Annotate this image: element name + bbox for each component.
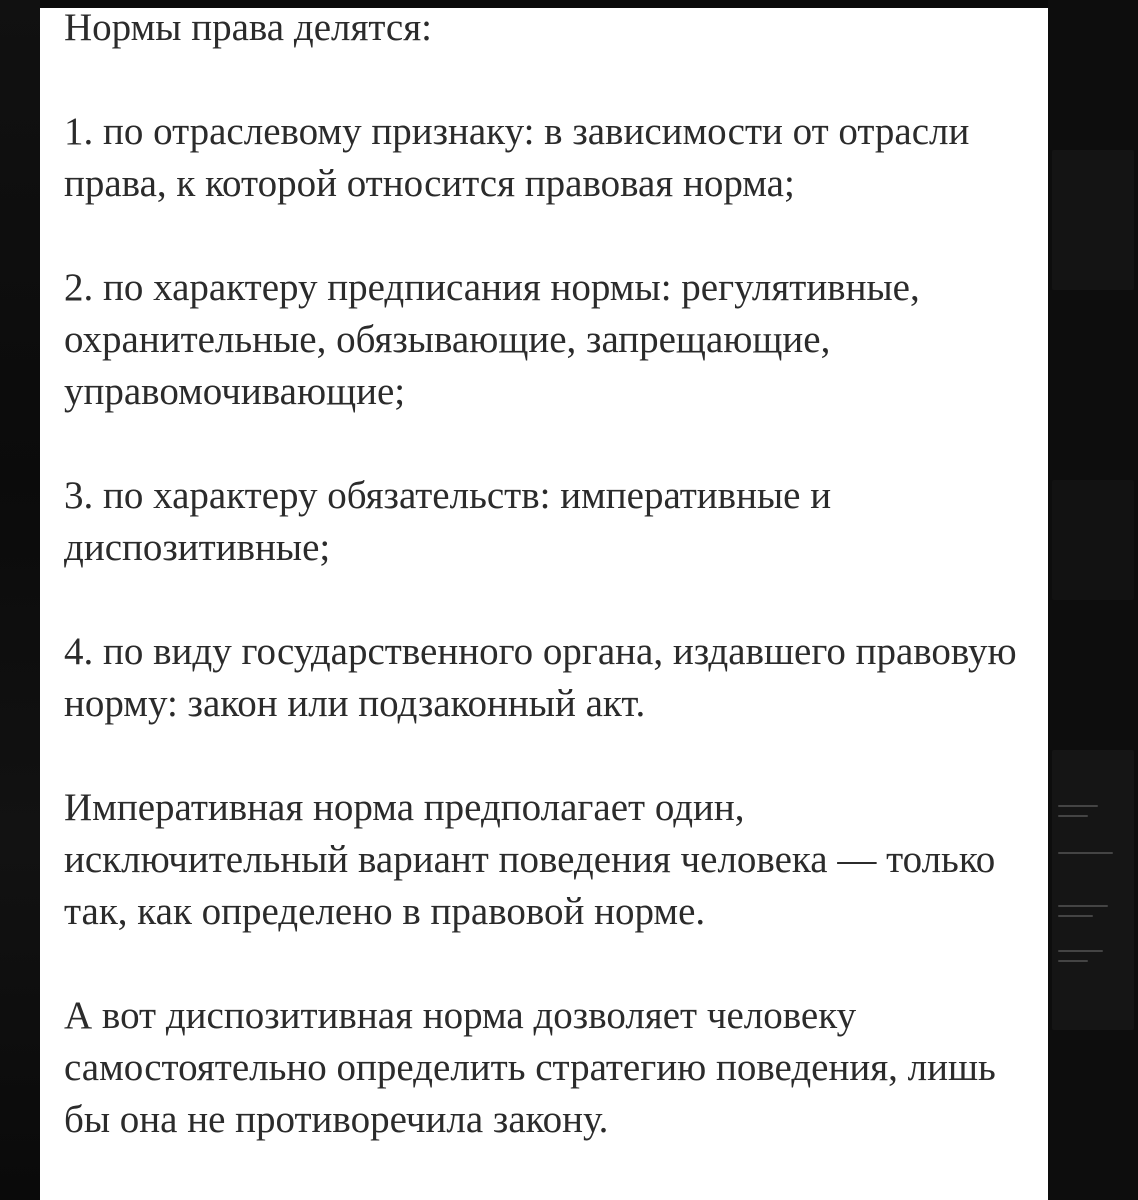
paragraph-dispositive: А вот диспозитивная норма дозволяет человеку самостоятельно определить стратегию поведения, лишь бы она не противоречила закону.: [64, 994, 996, 1141]
background-line: [1058, 960, 1088, 962]
background-line: [1058, 915, 1093, 917]
background-left-edge: [0, 0, 40, 1200]
paragraph-imperative: Императивная норма предполагает один, исключительный вариант поведения человека — только так, как определено в правовой норме.: [64, 786, 996, 933]
background-block: [1052, 150, 1134, 290]
background-line: [1058, 852, 1113, 854]
document-body: [64, 8, 1024, 1198]
background-block: [1052, 480, 1134, 600]
list-item: 1. по отраслевому признаку: в зависимости от отрасли права, к которой относится правовая норма;: [64, 110, 970, 205]
list-item: 4. по виду государственного органа, издавшего правовую норму: закон или подзаконный акт.: [64, 630, 1017, 725]
background-block: [1052, 750, 1134, 1030]
list-heading: Нормы права делятся:: [64, 8, 433, 49]
list-item: 2. по характеру предписания нормы: регулятивные, охранительные, обязывающие, запрещающие, управомочивающие;: [64, 266, 920, 413]
background-line: [1058, 905, 1108, 907]
background-line: [1058, 815, 1088, 817]
background-line: [1058, 805, 1098, 807]
text-card: [40, 8, 1048, 1200]
list-item: 3. по характеру обязательств: императивные и диспозитивные;: [64, 474, 832, 569]
background-line: [1058, 950, 1103, 952]
background-right-panel: [1048, 0, 1138, 1200]
